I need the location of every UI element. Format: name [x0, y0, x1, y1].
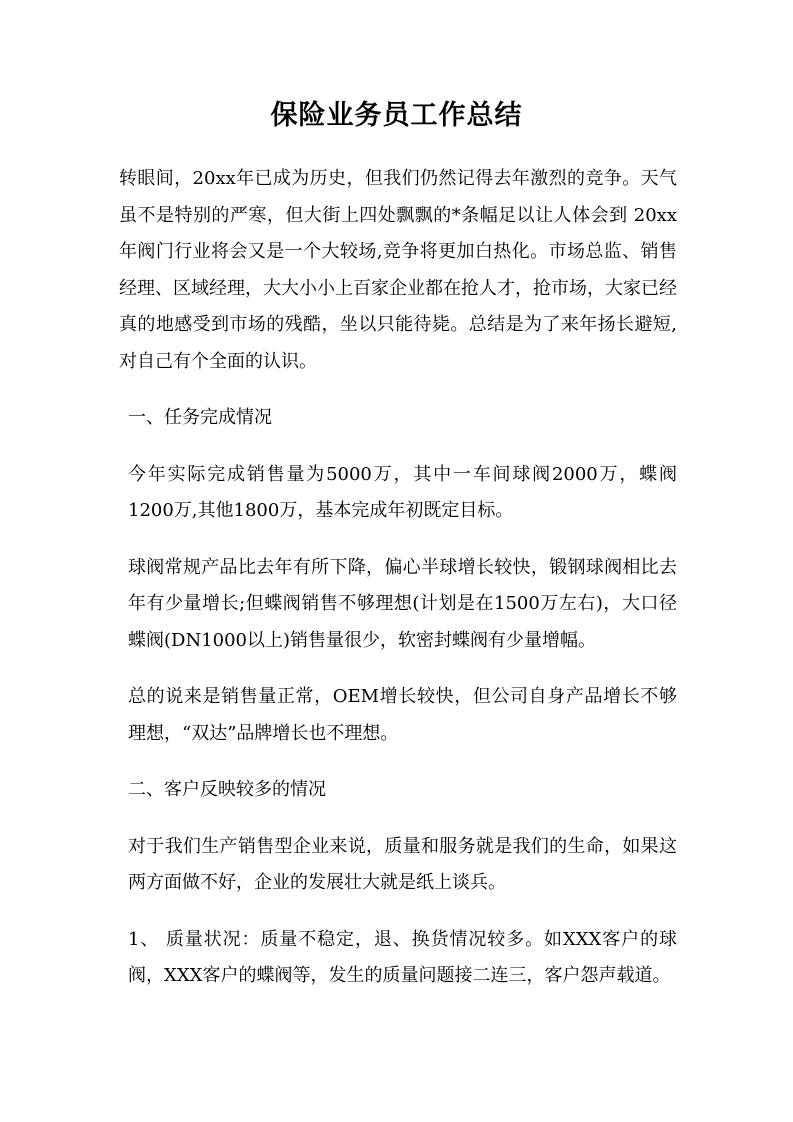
paragraph-quality-service: 对于我们生产销售型企业来说，质量和服务就是我们的生命，如果这两方面做不好，企业的发展壮大就是纸上谈兵。	[128, 835, 677, 893]
document-body	[119, 161, 677, 1015]
paragraph-intro: 转眼间，20xx年已成为历史，但我们仍然记得去年激烈的竞争。天气虽不是特别的严寒，但大街上四处飘飘的*条幅足以让人体会到 20xx年阀门行业将会又是一个大较场,竞争将更加白热化。市场总监、销售经理、区域经理，大大小小上百家企业都在抢人才，抢市场，大家已经真的地感受到市场的残酷，坐以只能待毙。总结是为了来年扬长避短,对自己有个全面的认识。	[119, 168, 677, 372]
paragraph-product-breakdown: 球阀常规产品比去年有所下降，偏心半球增长较快，锻钢球阀相比去年有少量增长;但蝶阀销售不够理想(计划是在1500万左右)，大口径蝶阀(DN1000以上)销售量很少，软密封蝶阀有少量增幅。	[128, 556, 677, 651]
section-heading-customer-feedback: 二、客户反映较多的情况	[128, 779, 326, 800]
paragraph-sales-volume: 今年实际完成销售量为5000万，其中一车间球阀2000万，蝶阀1200万,其他1800万，基本完成年初既定目标。	[128, 463, 677, 521]
document-title: 保险业务员工作总结	[270, 100, 523, 131]
paragraph-overall-summary: 总的说来是销售量正常，OEM增长较快，但公司自身产品增长不够理想，“双达”品牌增长也不理想。	[128, 686, 677, 744]
section-heading-task-completion: 一、任务完成情况	[128, 407, 272, 428]
paragraph-quality-status: 1、 质量状况：质量不稳定，退、换货情况较多。如XXX客户的球阀，XXX客户的蝶阀等，发生的质量问题接二连三，客户怨声载道。	[128, 928, 677, 986]
